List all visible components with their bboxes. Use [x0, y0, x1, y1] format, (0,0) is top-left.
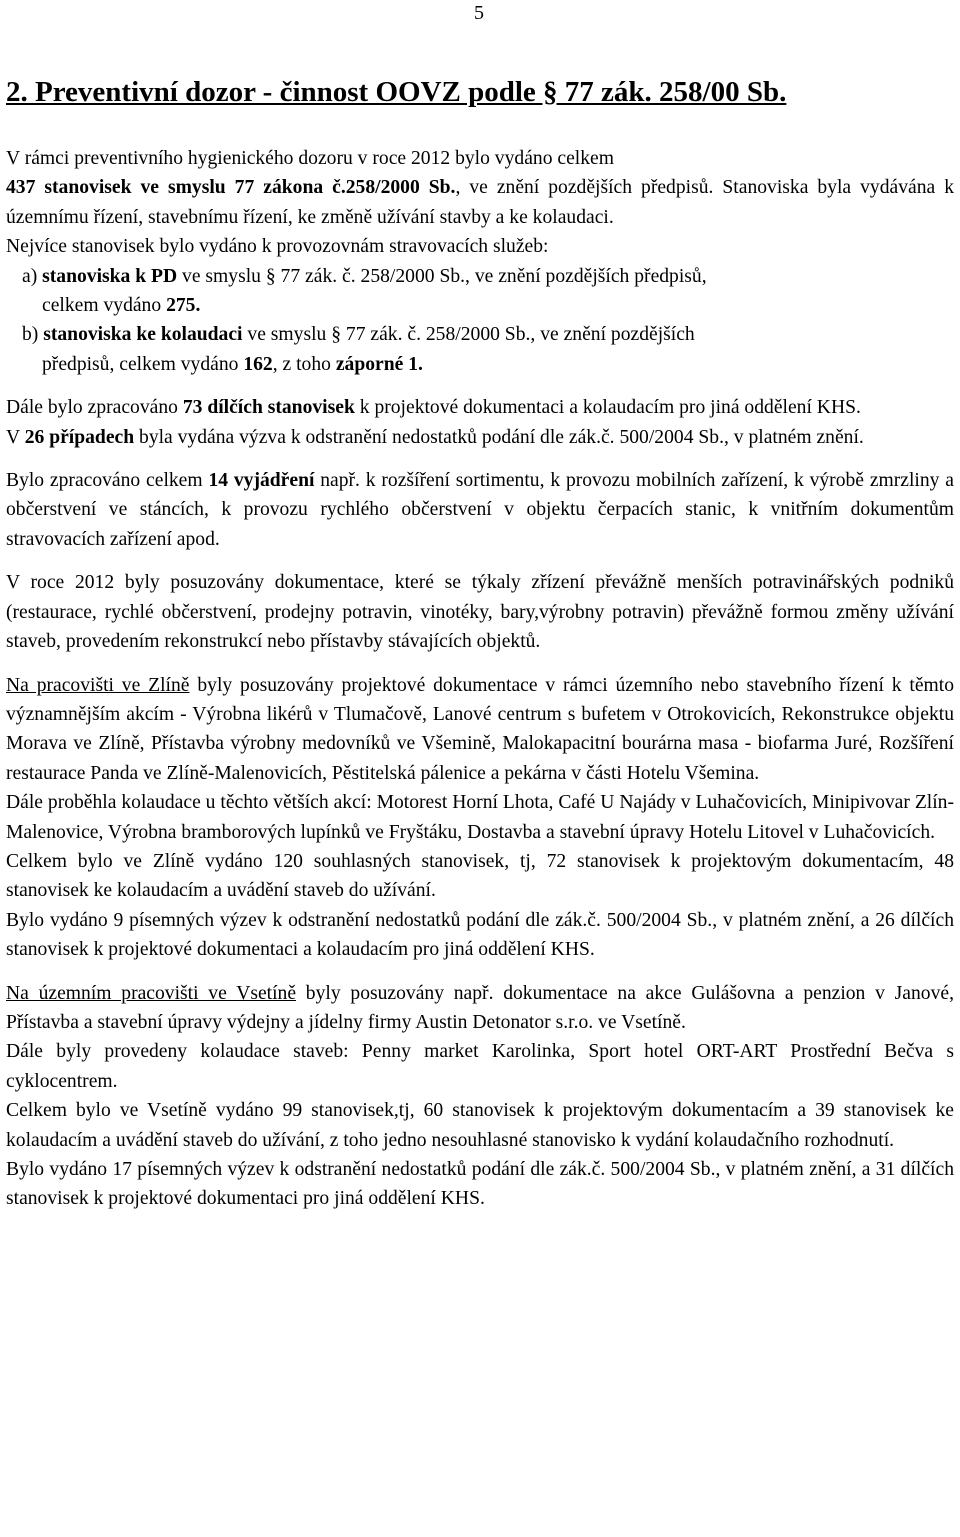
text: , z toho	[272, 353, 336, 375]
underlined-text: Na územním pracovišti ve Vsetíně	[6, 982, 297, 1004]
bold-text: záporné 1.	[335, 353, 423, 375]
list-marker: b)	[22, 324, 44, 346]
paragraph-partial-opinions	[6, 393, 954, 422]
bold-text: 437 stanovisek ve smyslu 77 zákona č.258/2000 Sb.	[6, 177, 456, 199]
list-item-b-cont	[6, 350, 954, 379]
paragraph-zlin-kolaudace: Dále proběhla kolaudace u těchto větších akcí: Motorest Horní Lhota, Café U Najády v Luhačovicích, Minipivovar Zlín-Malenovice, Výrobna bramborových lupínků ve Fryštáku, Dostavba a stavební úpravy Hotelu Litovel v Luhačovicích.	[6, 792, 954, 843]
text: byly posuzovány projektové dokumentace v rámci územního nebo stavebního řízení k těmto významnějším akcím - Výrobna likérů v Tlumačově, Lanové centrum s bufetem v Otrokovicích, Rekonstrukce objektu Morava ve Zlíně, Přístavba výrobny medovníků ve Všemině, Malokapacitní bourárna masa - biofarma Juré, Rozšíření restaurace Panda ve Zlíně-Malenovicích, Pěstitelská pálenice a pekárna v části Hotelu Všemina.	[6, 674, 954, 784]
page-number: 5	[474, 2, 484, 24]
section-heading: 2. Preventivní dozor - činnost OOVZ podle § 77 zák. 258/00 Sb.	[6, 76, 787, 108]
bold-text: 162	[243, 353, 273, 375]
bold-text: 26 případech	[24, 426, 135, 448]
bold-text: 275.	[166, 295, 201, 317]
list-item-a	[6, 262, 954, 291]
paragraph-zlin	[6, 671, 954, 789]
bold-text: stanoviska ke kolaudaci	[43, 324, 243, 346]
paragraph-statements	[6, 466, 954, 554]
paragraph-vsetin-total: Celkem bylo ve Vsetíně vydáno 99 stanovisek,tj, 60 stanovisek k projektovým dokumentacím a 39 stanovisek ke kolaudacím a uvádění staveb do užívání, z toho jedno nesouhlasné stanovisko k vydání kolaudačního rozhodnutí.	[6, 1100, 954, 1151]
paragraph-calls	[6, 423, 954, 452]
bold-text: stanoviska k PD	[42, 265, 178, 287]
underlined-text: Na pracovišti ve Zlíně	[6, 674, 190, 696]
text: Dále bylo zpracováno	[6, 397, 183, 419]
paragraph-vsetin-calls: Bylo vydáno 17 písemných výzev k odstranění nedostatků podání dle zák.č. 500/2004 Sb., v platném znění, a 31 dílčích stanovisek k projektové dokumentaci pro jiná oddělení KHS.	[6, 1159, 954, 1210]
paragraph-vsetin	[6, 979, 954, 1038]
text: ve smyslu § 77 zák. č. 258/2000 Sb., ve znění pozdějších předpisů,	[177, 265, 707, 287]
paragraph-2012: V roce 2012 byly posuzovány dokumentace, které se týkaly zřízení převážně menších potravinářských podniků (restaurace, rychlé občerstvení, prodejny potravin, vinotéky, bary,výrobny potravin) převážně formou změny užívání staveb, provedením rekonstrukcí nebo přístavby stávajících objektů.	[6, 572, 954, 653]
text: byla vydána výzva k odstranění nedostatků podání dle zák.č. 500/2004 Sb., v platném znění.	[134, 426, 864, 448]
list-marker: a)	[22, 265, 43, 287]
list-item-a-cont	[6, 291, 954, 320]
bold-text: 14 vyjádření	[208, 470, 315, 492]
text: např. k rozšíření sortimentu, k provozu mobilních zařízení, k výrobě zmrzliny a občerstvení ve stáncích, k provozu rychlého občerstvení v objektu čerpacích stanic, k vnitřním dokumentům stravovacích zařízení apod.	[6, 470, 954, 550]
text: byly posuzovány např. dokumentace na akce Gulášovna a penzion v Janové, Přístavba a stavební úpravy výdejny a jídelny firmy Austin Detonator s.r.o. ve Vsetíně.	[6, 982, 954, 1033]
text: celkem vydáno	[42, 295, 167, 317]
text: ve smyslu § 77 zák. č. 258/2000 Sb., ve znění pozdějších	[242, 324, 695, 346]
text: V	[6, 426, 25, 448]
paragraph-intro	[6, 144, 954, 232]
paragraph-services: Nejvíce stanovisek bylo vydáno k provozovnám stravovacích služeb:	[6, 236, 549, 258]
paragraph-vsetin-kolaudace: Dále byly provedeny kolaudace staveb: Penny market Karolinka, Sport hotel ORT-ART Prostřední Bečva s cyklocentrem.	[6, 1041, 954, 1092]
bold-text: 73 dílčích stanovisek	[182, 397, 355, 419]
text: V rámci preventivního hygienického dozoru v roce 2012 bylo vydáno celkem	[6, 148, 614, 169]
text: Bylo zpracováno celkem	[6, 470, 209, 492]
text: předpisů, celkem vydáno	[42, 353, 244, 375]
paragraph-zlin-total: Celkem bylo ve Zlíně vydáno 120 souhlasných stanovisek, tj, 72 stanovisek k projektovým dokumentacím, 48 stanovisek ke kolaudacím a uvádění staveb do užívání.	[6, 850, 954, 902]
paragraph-zlin-calls: Bylo vydáno 9 písemných výzev k odstranění nedostatků podání dle zák.č. 500/2004 Sb., v platném znění, a 26 dílčích stanovisek k projektové dokumentaci a kolaudacím pro jiná oddělení KHS.	[6, 909, 954, 961]
text: k projektové dokumentaci a kolaudacím pro jiná oddělení KHS.	[354, 397, 861, 419]
list-item-b	[6, 320, 954, 349]
text: , ve znění pozdějších předpisů. Stanoviska byla vydávána k územnímu řízení, stavebnímu řízení, ke změně užívání stavby a ke kolaudaci.	[6, 177, 954, 228]
document-body	[6, 144, 954, 1214]
